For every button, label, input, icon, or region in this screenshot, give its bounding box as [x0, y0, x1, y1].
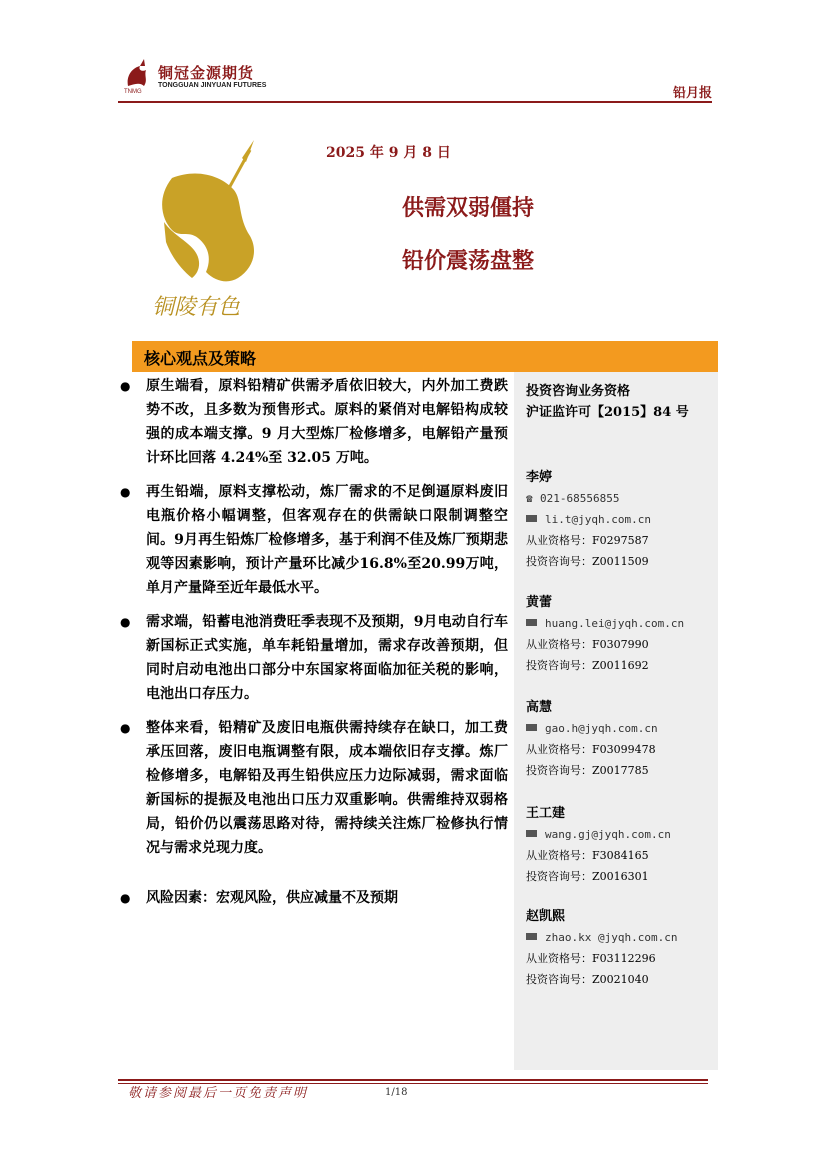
analyst-email[interactable]: li.t@jyqh.com.cn: [526, 509, 716, 530]
analyst-email[interactable]: huang.lei@jyqh.com.cn: [526, 613, 716, 634]
analyst-name: 李婷: [526, 470, 553, 485]
analyst-name: 赵凯熙: [526, 909, 566, 924]
analyst-email[interactable]: wang.gj@jyqh.com.cn: [526, 824, 716, 845]
qualification-block: [526, 381, 689, 423]
analyst-advisor-id: 投资咨询号：Z0017785: [526, 764, 649, 777]
bullet-text: 整体来看，铅精矿及废旧电瓶供需持续存在缺口，加工费承压回落，废旧电瓶调整有限，成本端依旧存支撑。炼厂检修增多，电解铅及再生铅供应压力边际减弱，需求面临新国标的提振及电池出口压力双重影响。供需维持双弱格局，铅价仍以震荡思路对待，需持续关注炼厂检修执行情况与需求兑现力度。: [146, 720, 508, 856]
analyst-contact: [526, 802, 716, 887]
company-name-cn: 铜冠金源期货: [158, 64, 255, 82]
page-header: [118, 56, 712, 100]
footer-divider: [118, 1079, 708, 1081]
bullet-dot-icon: ●: [120, 379, 131, 393]
analyst-cert: 从业资格号：F0307990: [526, 638, 649, 651]
email-icon: [526, 933, 537, 940]
bullet-text: 风险因素：宏观风险，供应减量不及预期: [146, 890, 398, 906]
analyst-cert: 从业资格号：F03112296: [526, 952, 656, 965]
analyst-phone: ☎ 021-68556855: [526, 488, 716, 509]
company-abbr: TNMG: [124, 89, 142, 95]
emblem-logo-icon: [142, 138, 282, 323]
bullet-dot-icon: ●: [120, 485, 131, 499]
email-icon: [526, 619, 537, 626]
analyst-name: 王工建: [526, 806, 566, 821]
list-item: [118, 716, 508, 860]
bullet-text: 需求端，铅蓄电池消费旺季表现不及预期，9月电动自行车新国标正式实施，单车耗铅量增加，需求存改善预期，但同时启动电池出口部分中东国家将面临加征关税的影响，电池出口存压力。: [146, 614, 508, 702]
analyst-advisor-id: 投资咨询号：Z0011509: [526, 555, 649, 568]
qualification-license: 沪证监许可【2015】84 号: [526, 405, 689, 420]
list-item: [118, 610, 508, 706]
email-icon: [526, 724, 537, 731]
disclaimer-note: 敬请参阅最后一页免责声明: [128, 1086, 309, 1101]
report-date: 2025 年 9 月 8 日: [326, 145, 451, 161]
core-views-list: [118, 374, 508, 920]
analyst-email[interactable]: gao.h@jyqh.com.cn: [526, 718, 716, 739]
report-title-line1: 供需双弱僵持: [402, 196, 535, 221]
analyst-contact: [526, 696, 716, 781]
analyst-cert: 从业资格号：F03099478: [526, 743, 656, 756]
header-divider: [118, 101, 712, 103]
bullet-text: 原生端看，原料铅精矿供需矛盾依旧较大，内外加工费跌势不改，且多数为预售形式。原料的紧俏对电解铅构成较强的成本端支撑。9 月大型炼厂检修增多，电解铅产量预计环比回落 4.24%至 32.05 万吨。: [146, 378, 508, 466]
report-type: 铅月报: [672, 86, 712, 101]
analyst-cert: 从业资格号：F3084165: [526, 849, 649, 862]
section-header-bar: [118, 341, 718, 372]
bullet-dot-icon: ●: [120, 721, 131, 735]
bullet-text: 再生铅端，原料支撑松动，炼厂需求的不足倒逼原料废旧电瓶价格小幅调整，但客观存在的供需缺口限制调整空间。9月再生铅炼厂检修增多，基于利润不佳及炼厂预期悲观等因素影响，预计产量环比减少16.8%至20.99万吨，单月产量降至近年最低水平。: [146, 484, 508, 596]
bullet-dot-icon: ●: [120, 615, 131, 629]
page-number: 1/18: [385, 1087, 408, 1098]
analyst-contact: [526, 905, 716, 990]
email-icon: [526, 830, 537, 837]
analyst-sidebar: [514, 372, 718, 1070]
qualification-title: 投资咨询业务资格: [526, 384, 631, 399]
phone-icon: ☎: [526, 492, 533, 505]
analyst-name: 高慧: [526, 700, 553, 715]
list-item: [118, 480, 508, 600]
analyst-contact: [526, 466, 716, 572]
analyst-advisor-id: 投资咨询号：Z0011692: [526, 659, 649, 672]
analyst-cert: 从业资格号：F0297587: [526, 534, 649, 547]
email-icon: [526, 515, 537, 522]
company-name-en: TONGGUAN JINYUAN FUTURES: [158, 82, 267, 89]
section-bar-accent: [118, 341, 132, 372]
section-title: 核心观点及策略: [144, 349, 257, 368]
analyst-advisor-id: 投资咨询号：Z0016301: [526, 870, 649, 883]
analyst-contact: [526, 591, 716, 676]
risk-item: [118, 886, 508, 910]
analyst-name: 黄蕾: [526, 595, 553, 610]
analyst-advisor-id: 投资咨询号：Z0021040: [526, 973, 649, 986]
analyst-email[interactable]: zhao.kx @jyqh.com.cn: [526, 927, 716, 948]
bullet-dot-icon: ●: [120, 891, 131, 905]
report-title-line2: 铅价震荡盘整: [402, 249, 535, 274]
list-item: [118, 374, 508, 470]
emblem-calligraphy: 铜陵有色: [152, 295, 241, 320]
